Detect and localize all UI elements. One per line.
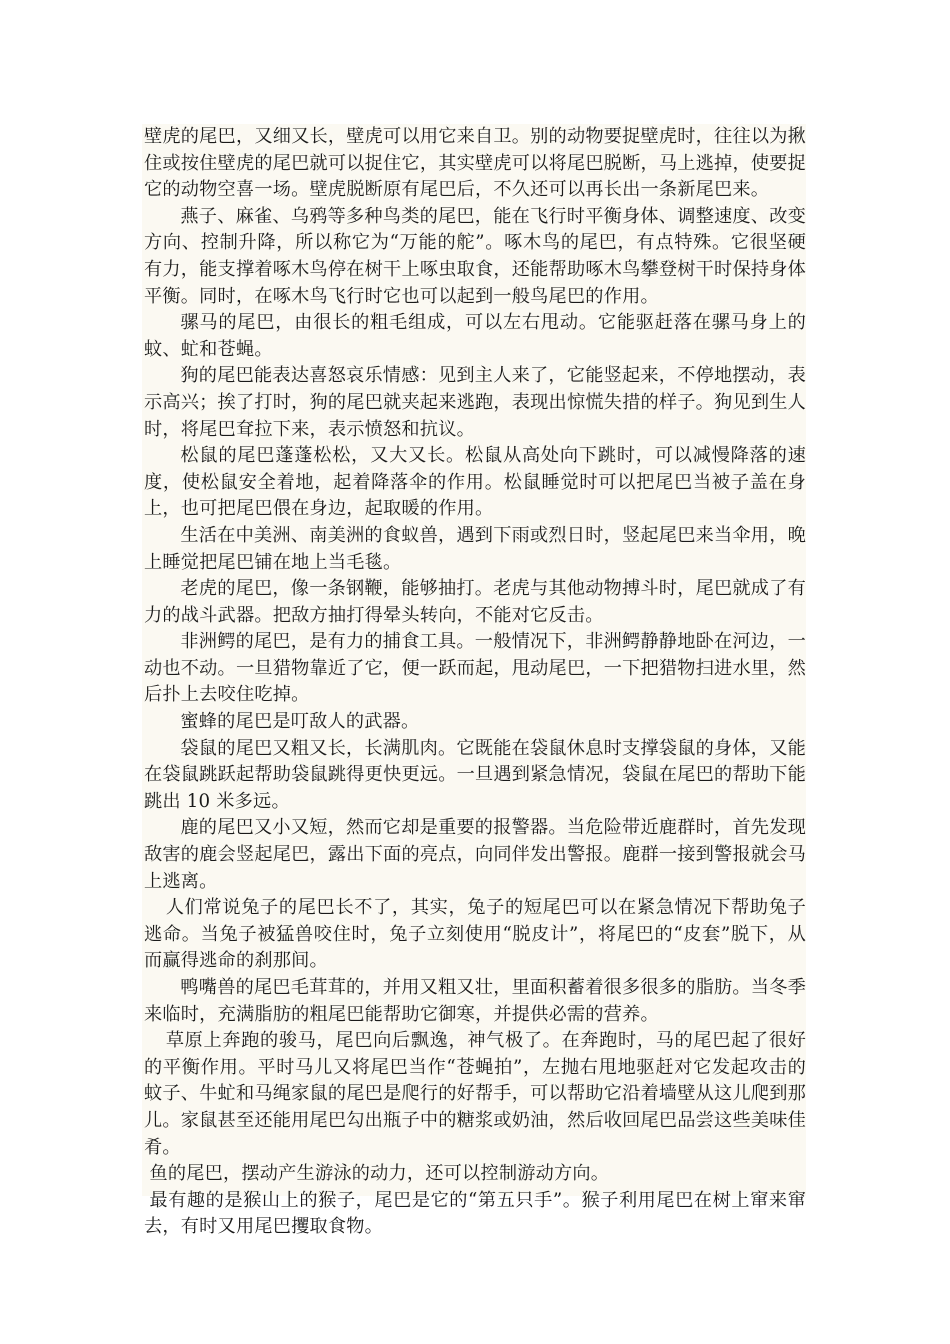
paragraph-tiger: 老虎的尾巴，像一条钢鞭，能够抽打。老虎与其他动物搏斗时，尾巴就成了有力的战斗武器。把敌方抽打得晕头转向，不能对它反击。: [144, 578, 806, 626]
paragraph-squirrel: 松鼠的尾巴蓬蓬松松，又大又长。松鼠从高处向下跳时，可以减慢降落的速度，使松鼠安全着地，起着降落伞的作用。松鼠睡觉时可以把尾巴当被子盖在身上，也可把尾巴偎在身边，起取暖的作用。: [144, 445, 806, 520]
paragraph-platypus: 鸭嘴兽的尾巴毛茸茸的，并用又粗又壮，里面积蓄着很多很多的脂肪。当冬季来临时，充满脂肪的粗尾巴能帮助它御寒，并提供必需的营养。: [144, 977, 806, 1025]
paragraph-gecko: 壁虎的尾巴，又细又长，壁虎可以用它来自卫。别的动物要捉壁虎时，往往以为揪住或按住壁虎的尾巴就可以捉住它，其实壁虎可以将尾巴脱断，马上逃掉，使要捉它的动物空喜一场。壁虎脱断原有尾巴后，不久还可以再长出一条新尾巴来。: [144, 126, 806, 201]
paragraph-crocodile: 非洲鳄的尾巴，是有力的捕食工具。一般情况下，非洲鳄静静地卧在河边，一动也不动。一旦猎物靠近了它，便一跃而起，甩动尾巴，一下把猎物扫进水里，然后扑上去咬住吃掉。: [144, 631, 806, 706]
paragraph-dog: 狗的尾巴能表达喜怒哀乐情感：见到主人来了，它能竖起来，不停地摆动，表示高兴；挨了打时，狗的尾巴就夹起来逃跑，表现出惊慌失措的样子。狗见到生人时，将尾巴耷拉下来，表示愤怒和抗议。: [144, 365, 806, 440]
paragraph-birds: 燕子、麻雀、乌鸦等多种鸟类的尾巴，能在飞行时平衡身体、调整速度、改变方向、控制升降，所以称它为“万能的舵”。啄木鸟的尾巴，有点特殊。它很坚硬有力，能支撑着啄木鸟停在树干上啄虫取食，还能帮助啄木鸟攀登树干时保持身体平衡。同时，在啄木鸟飞行时它也可以起到一般鸟尾巴的作用。: [144, 205, 806, 307]
paragraph-deer: 鹿的尾巴又小又短，然而它却是重要的报警器。当危险带近鹿群时，首先发现敌害的鹿会竖起尾巴，露出下面的亮点，向同伴发出警报。鹿群一接到警报就会马上逃离。: [144, 817, 806, 892]
paragraph-mule: 骡马的尾巴，由很长的粗毛组成，可以左右甩动。它能驱赶落在骡马身上的蚊、虻和苍蝇。: [144, 312, 806, 360]
paragraph-anteater: 生活在中美洲、南美洲的食蚁兽，遇到下雨或烈日时，竖起尾巴来当伞用，晚上睡觉把尾巴铺在地上当毛毯。: [144, 524, 806, 573]
article-text: [142, 124, 807, 1238]
paragraph-rabbit: 人们常说兔子的尾巴长不了，其实，兔子的短尾巴可以在紧急情况下帮助兔子逃命。当兔子被猛兽咬住时，兔子立刻使用“脱皮计”，将尾巴的“皮套”脱下，从而赢得逃命的刹那间。: [144, 897, 806, 972]
paragraph-fish: 鱼的尾巴，摆动产生游泳的动力，还可以控制游动方向。: [149, 1163, 610, 1185]
paragraph-bee: 蜜蜂的尾巴是叮敌人的武器。: [180, 711, 420, 733]
paragraph-kangaroo: 袋鼠的尾巴又粗又长，长满肌肉。它既能在袋鼠休息时支撑袋鼠的身体，又能在袋鼠跳跃起帮助袋鼠跳得更快更远。一旦遇到紧急情况，袋鼠在尾巴的帮助下能跳出 10 米多远。: [144, 737, 806, 812]
paragraph-horse: 草原上奔跑的骏马，尾巴向后飘逸，神气极了。在奔跑时，马的尾巴起了很好的平衡作用。平时马儿又将尾巴当作“苍蝇拍”，左抛右甩地驱赶对它发起攻击的蚊子、牛虻和马绳家鼠的尾巴是爬行的好帮手，可以帮助它沿着墙壁从这儿爬到那儿。家鼠甚至还能用尾巴勾出瓶子中的糖浆或奶油，然后收回尾巴品尝这些美味佳肴。: [144, 1030, 806, 1158]
paragraph-monkey: 最有趣的是猴山上的猴子，尾巴是它的“第五只手”。猴子利用尾巴在树上窜来窜去，有时又用尾巴攫取食物。: [144, 1189, 807, 1238]
